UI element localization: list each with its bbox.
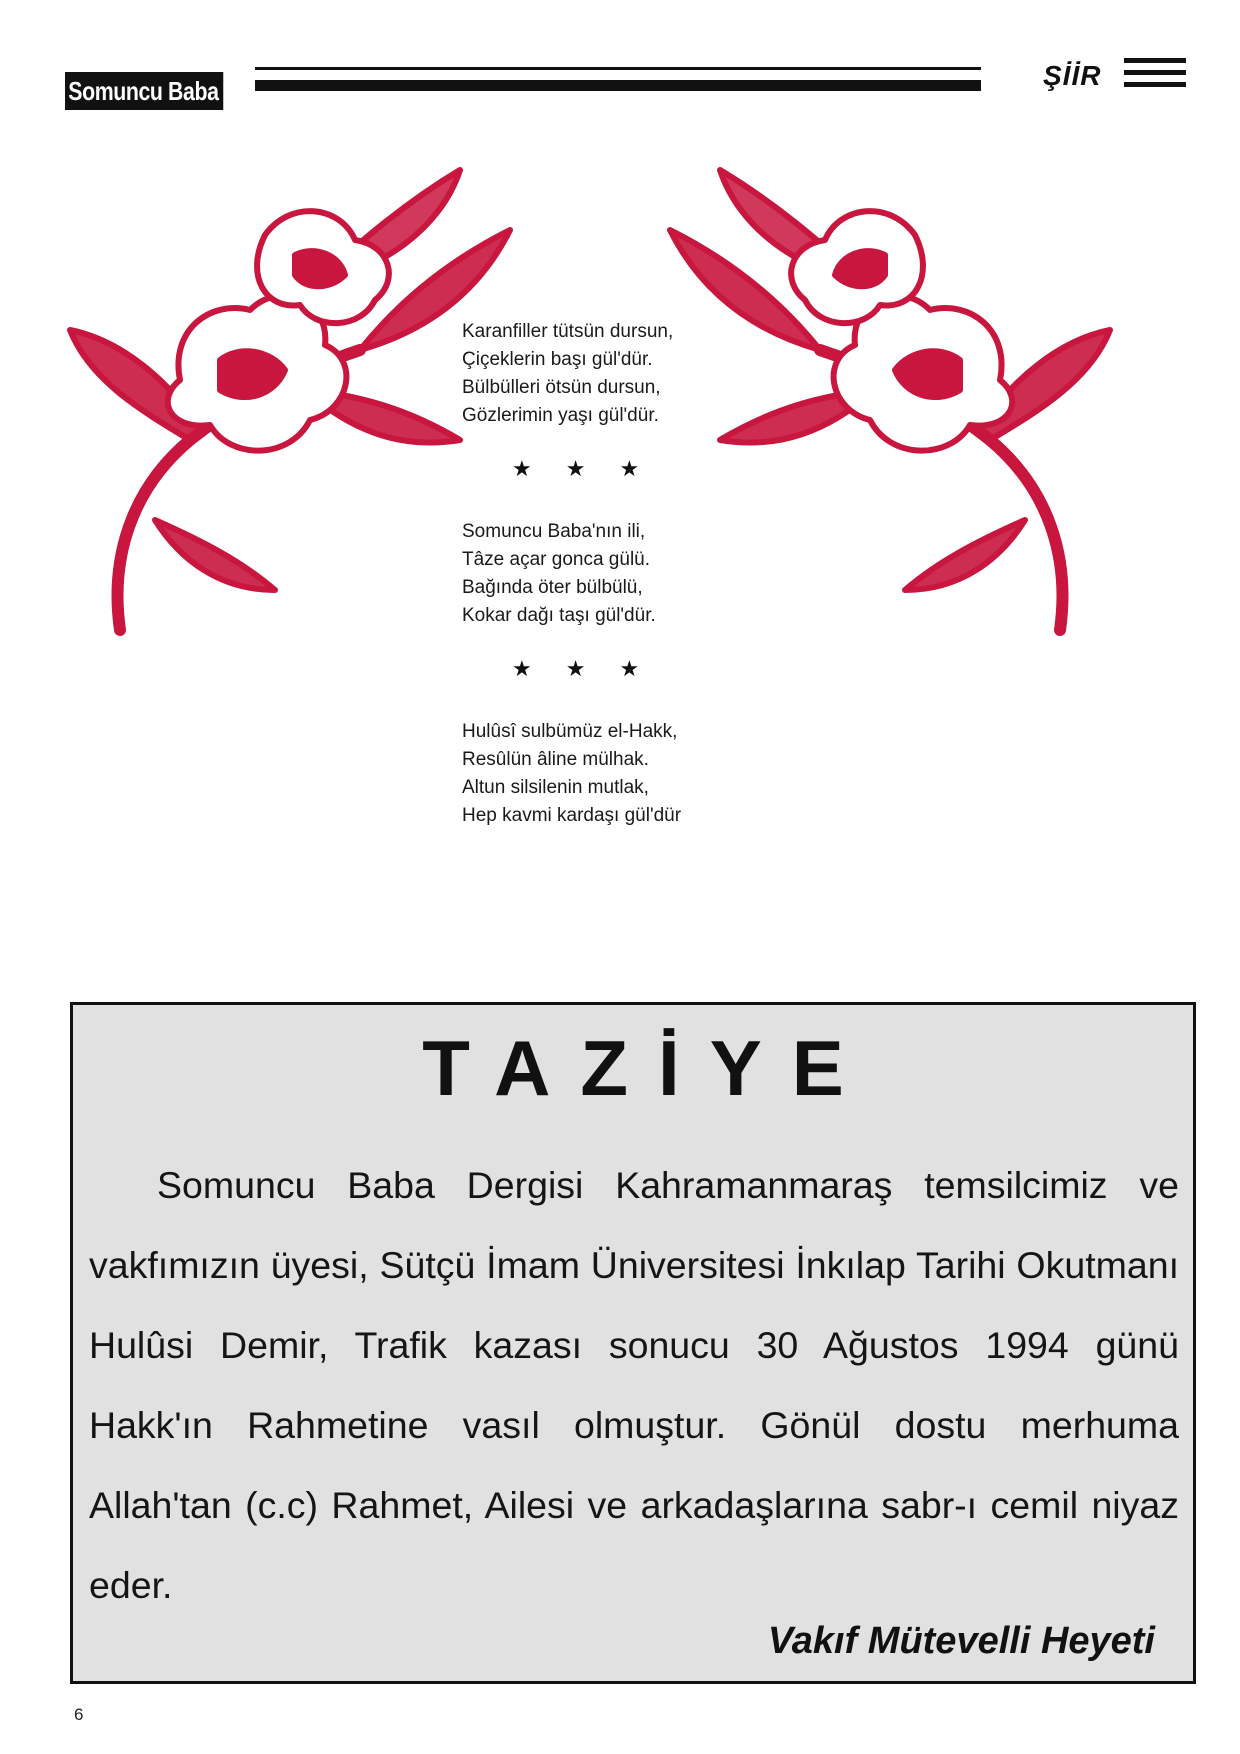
poem-line: Gözlerimin yaşı gül'dür. <box>462 405 659 426</box>
poem-line: Bülbülleri ötsün dursun, <box>462 377 661 398</box>
poem-line: Altun silsilenin mutlak, <box>462 777 649 798</box>
condolence-box <box>70 1002 1196 1684</box>
poem-line: Hep kavmi kardaşı gül'dür <box>462 805 682 826</box>
condolence-title: TAZİYE <box>422 1024 874 1112</box>
condolence-text: Somuncu Baba Dergisi Kahramanmaraş temsilcimiz ve vakfımızın üyesi, Sütçü İmam Üniversitesi İnkılap Tarihi Okutmanı Hulûsi Demir, Trafik kazası sonucu 30 Ağustos 1994 günü Hakk'ın Rahmetine vasıl olmuştur. Gönül dostu merhuma Allah'tan (c.c) Rahmet, Ailesi ve arkadaşlarına sabr-ı cemil niyaz eder. <box>89 1164 1179 1606</box>
poem <box>462 318 822 830</box>
poem-line: Karanfiller tütsün dursun, <box>462 321 674 342</box>
poem-stanza <box>462 518 822 630</box>
poem-line: Resûlün âline mülhak. <box>462 749 649 770</box>
masthead-title: Somuncu Baba <box>65 72 223 110</box>
poem-line: Kokar dağı taşı gül'dür. <box>462 605 656 626</box>
page-number: 6 <box>74 1705 84 1724</box>
stanza-separator: ★★★ <box>512 656 674 681</box>
poem-stanza <box>462 318 822 430</box>
poem-line: Tâze açar gonca gülü. <box>462 549 651 570</box>
menu-lines-icon <box>1124 58 1186 88</box>
poem-stanza <box>462 718 822 830</box>
poem-line: Somuncu Baba'nın ili, <box>462 521 646 542</box>
poem-line: Hulûsî sulbümüz el-Hakk, <box>462 721 678 742</box>
condolence-body <box>89 1145 1179 1625</box>
poem-line: Çiçeklerin başı gül'dür. <box>462 349 653 370</box>
flower-ornament-icon <box>60 160 520 640</box>
stanza-separator: ★★★ <box>512 456 674 481</box>
condolence-signature: Vakıf Mütevelli Heyeti <box>767 1620 1155 1662</box>
section-label: ŞİİR <box>1043 60 1102 91</box>
header-rule-thick <box>255 80 981 91</box>
poem-line: Bağında öter bülbülü, <box>462 577 643 598</box>
header-rule-thin <box>255 67 981 70</box>
